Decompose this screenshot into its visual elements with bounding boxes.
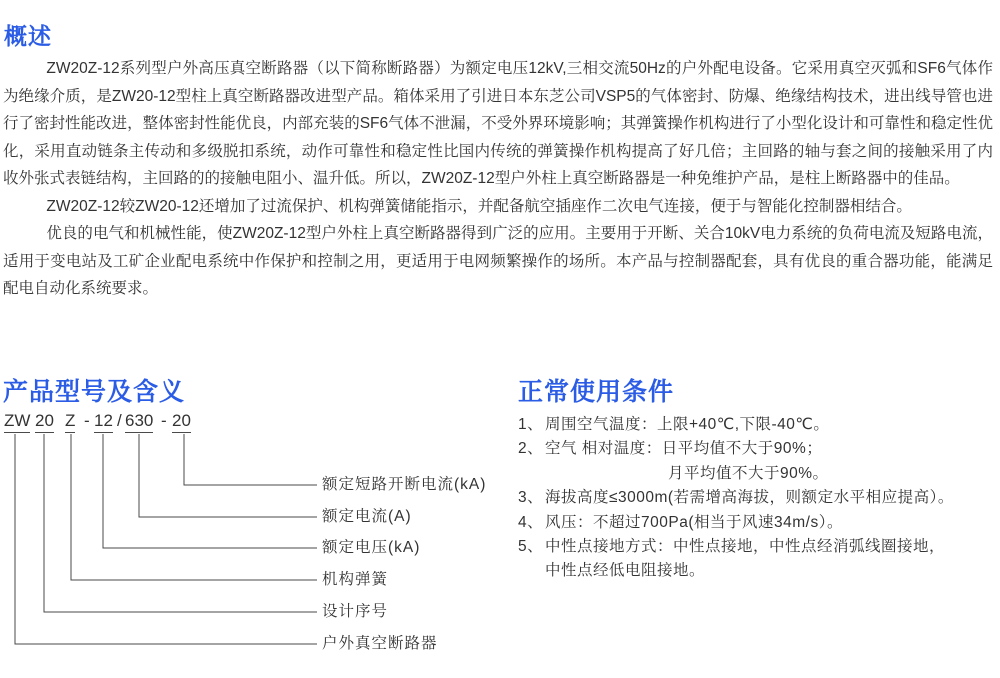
overview-paragraph: ZW20Z-12系列型户外高压真空断路器（以下简称断路器）为额定电压12kV,三相交流50Hz的户外配电设备。它采用真空灭弧和SF6气体作为绝缘介质，是ZW20-12型柱上真空断路器改进型产品。箱体采用了引进日本东芝公司VSP5的气体密封、防爆、绝缘结构技术，进出线导管也进行了密封性能改进，整体密封性能优良，内部充装的SF6气体不泄漏，不受外界环境影响；其弹簧操作机构进行了小型化设计和可靠性和稳定性优化，采用直动链条主传动和多级脱扣系统，动作可靠性和稳定性比国内传统的弹簧操作机构提高了好几倍；主回路的轴与套之间的接触采用了内收外张式表链结构，主回路的的接触电阻小、温升低。所以，ZW20Z-12型户外柱上真空断路器是一种免维护产品，是柱上断路器中的佳品。: [3, 60, 993, 187]
model-seg-12: 12: [94, 410, 113, 433]
model-designation-diagram: [0, 405, 500, 678]
condition-item-neutral-grounding: [518, 535, 996, 584]
condition-number: 1、: [518, 416, 544, 433]
model-seg-z: Z: [65, 410, 75, 433]
model-seg-20b: 20: [172, 410, 191, 433]
overview-body: [3, 55, 993, 303]
condition-item-wind-pressure: [518, 511, 996, 535]
label-rated-short-circuit-breaking-current: 额定短路开断电流(kA): [322, 476, 487, 493]
conditions-list: [518, 413, 996, 584]
model-seg-20: 20: [35, 410, 54, 433]
model-seg-630: 630: [125, 410, 153, 433]
model-sep-dash: -: [84, 411, 90, 430]
label-mechanism-spring: 机构弹簧: [322, 571, 389, 588]
overview-heading: 概述: [4, 23, 52, 49]
condition-text: 海拔高度≤3000m(若需增高海拔，则额定水平相应提高）。: [545, 489, 954, 507]
label-design-serial-number: 设计序号: [322, 603, 389, 620]
condition-text: 周围空气温度：上限+40℃,下限-40℃。: [545, 416, 830, 433]
overview-paragraph: 优良的电气和机械性能，使ZW20Z-12型户外柱上真空断路器得到广泛的应用。主要用于开断、关合10kV电力系统的负荷电流及短路电流，适用于变电站及工矿企业配电系统中作保护和控制之用，更适用于电网频繁操作的场所。本产品与控制器配套，具有优良的重合器功能，能满足配电自动化系统要求。: [3, 225, 993, 297]
condition-number: 4、: [518, 513, 544, 531]
condition-text: 空气 相对温度：日平均值不大于90%；: [545, 440, 823, 458]
condition-text: 中性点接地方式：中性点接地，中性点经消弧线圈接地，: [545, 538, 946, 556]
conditions-section-heading: 正常使用条件: [518, 378, 675, 406]
condition-number: 3、: [518, 489, 544, 507]
overview-paragraph: ZW20Z-12较ZW20-12还增加了过流保护、机构弹簧储能指示，并配备航空插座作二次电气连接，便于与智能化控制器相结合。: [46, 197, 912, 215]
condition-item-relative-humidity: [518, 437, 996, 486]
model-sep-dash: -: [161, 411, 167, 430]
condition-text: 中性点经低电阻接地。: [545, 562, 706, 580]
condition-text: 月平均值不大于90%。: [668, 464, 829, 482]
condition-item-altitude: [518, 486, 996, 510]
label-rated-voltage: 额定电压(kA): [322, 539, 421, 556]
model-seg-zw: ZW: [4, 410, 30, 433]
condition-number: 2、: [518, 440, 544, 458]
model-section-heading: 产品型号及含义: [3, 378, 186, 406]
model-sep-slash: /: [117, 411, 122, 430]
condition-item-ambient-temperature: [518, 413, 996, 437]
label-rated-current: 额定电流(A): [322, 508, 412, 525]
condition-number: 5、: [518, 538, 544, 556]
label-outdoor-vacuum-circuit-breaker: 户外真空断路器: [322, 635, 438, 652]
condition-text: 风压：不超过700Pa(相当于风速34m/s）。: [545, 513, 843, 531]
